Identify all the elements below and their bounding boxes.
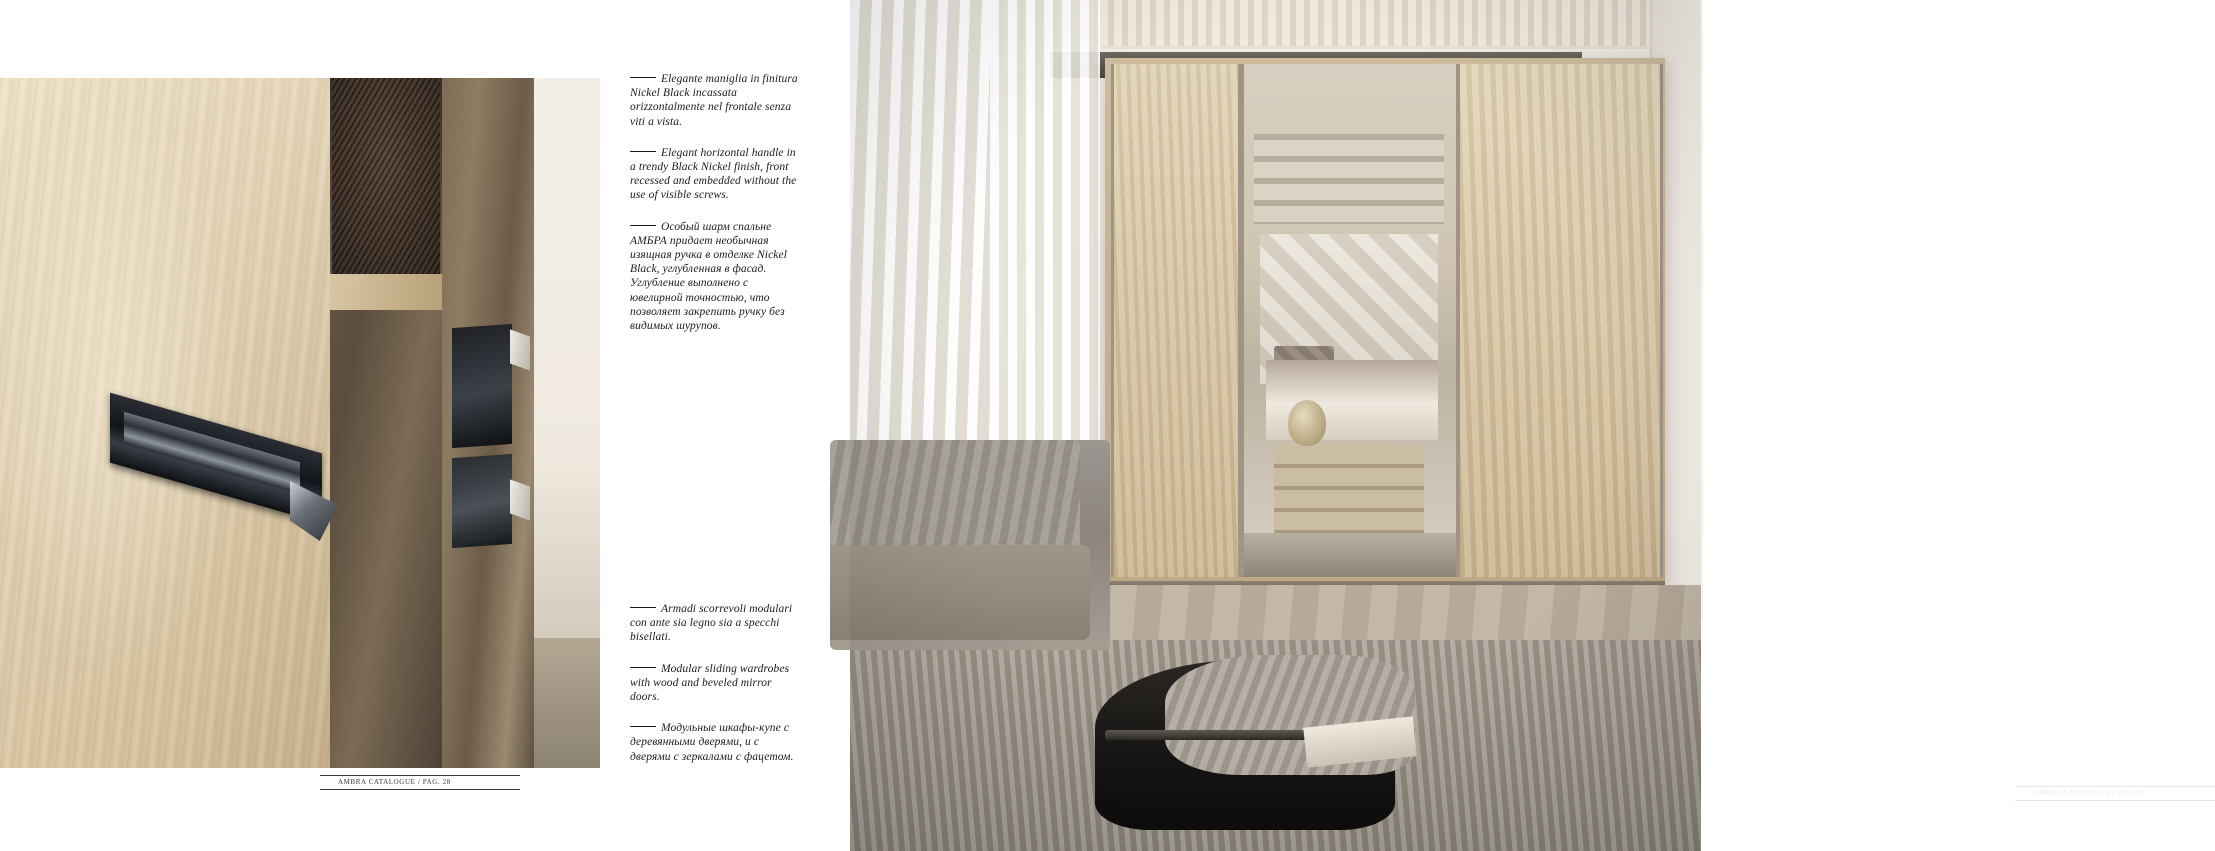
caption-lead-rule bbox=[630, 607, 656, 608]
chrome-edge-upper bbox=[510, 329, 530, 370]
caption-column-lower bbox=[630, 602, 800, 781]
glossy-reflection-lower bbox=[452, 454, 512, 548]
footer-rule-top bbox=[2015, 786, 2215, 787]
bed-blanket bbox=[830, 440, 1080, 545]
caption-lower-text-it: Armadi scorrevoli modulari con ante sia legno sia a specchi bisellati. bbox=[630, 603, 793, 644]
caption-lead-rule bbox=[630, 726, 656, 727]
caption-lower-it bbox=[630, 602, 800, 645]
footer-rule-bottom bbox=[2015, 800, 2215, 801]
wardrobe-door-wood-left bbox=[1111, 64, 1241, 577]
bed-base bbox=[830, 545, 1090, 640]
wood-cross-strip bbox=[330, 274, 442, 310]
caption-text-en: Elegant horizontal handle in a trendy Black Nickel finish, front recessed and embedded without the use of visible screws. bbox=[630, 146, 797, 202]
handle-detail-photo bbox=[0, 78, 600, 768]
footer-caption-left: AMBRA CATALOGUE / PAG. 28 bbox=[338, 778, 451, 786]
wardrobe-door-mirror bbox=[1241, 64, 1459, 577]
right-page-footer bbox=[2015, 786, 2215, 802]
caption-lead-rule bbox=[630, 77, 656, 78]
caption-text-it: Elegante maniglia in finitura Nickel Black incassata orizzontalmente nel frontale senza viti a vista. bbox=[630, 73, 798, 128]
left-page-footer bbox=[320, 775, 520, 791]
caption-ru bbox=[630, 220, 800, 334]
caption-lower-en bbox=[630, 662, 800, 705]
glossy-reflection-upper bbox=[452, 324, 512, 448]
footer-rule-top bbox=[320, 775, 520, 776]
caption-column-upper bbox=[630, 72, 800, 350]
black-nickel-handle bbox=[110, 423, 335, 573]
caption-text-ru: Особый шарм спальне АМБРА придает необычная изящная ручка в отделке Nickel Black, углубленная в фасад. Углубление выполнено с ювелирной точностью, что позволяет закрепить ручку без видимых шурупов. bbox=[630, 220, 788, 333]
mirror-reflection-shelves bbox=[1254, 134, 1444, 224]
caption-lead-rule bbox=[630, 225, 656, 226]
left-page bbox=[0, 0, 850, 851]
mirror-reflection-dresser bbox=[1274, 446, 1424, 538]
wardrobe-door-wood-right bbox=[1457, 64, 1663, 577]
caption-lower-text-ru: Модульные шкафы-купе с деревянными дверями, и с дверями с зеркалами с фацетом. bbox=[630, 722, 794, 763]
footer-rule-bottom bbox=[320, 789, 520, 790]
right-page bbox=[850, 0, 2146, 851]
caption-it bbox=[630, 72, 800, 129]
caption-lower-ru bbox=[630, 721, 800, 764]
caption-en bbox=[630, 146, 800, 203]
caption-lead-rule bbox=[630, 667, 656, 668]
footer-caption-right: AMBRA CATALOGUE / PAG. 29 bbox=[2033, 789, 2146, 797]
caption-lead-rule bbox=[630, 151, 656, 152]
background-floor bbox=[534, 638, 600, 768]
mirror-reflection-floor bbox=[1244, 533, 1456, 577]
chrome-edge-lower bbox=[510, 479, 530, 520]
sliding-wardrobe bbox=[1105, 58, 1665, 583]
caption-lower-text-en: Modular sliding wardrobes with wood and beveled mirror doors. bbox=[630, 662, 790, 704]
mirror-reflection-vase bbox=[1288, 400, 1326, 446]
dark-reflection-top bbox=[332, 78, 440, 274]
